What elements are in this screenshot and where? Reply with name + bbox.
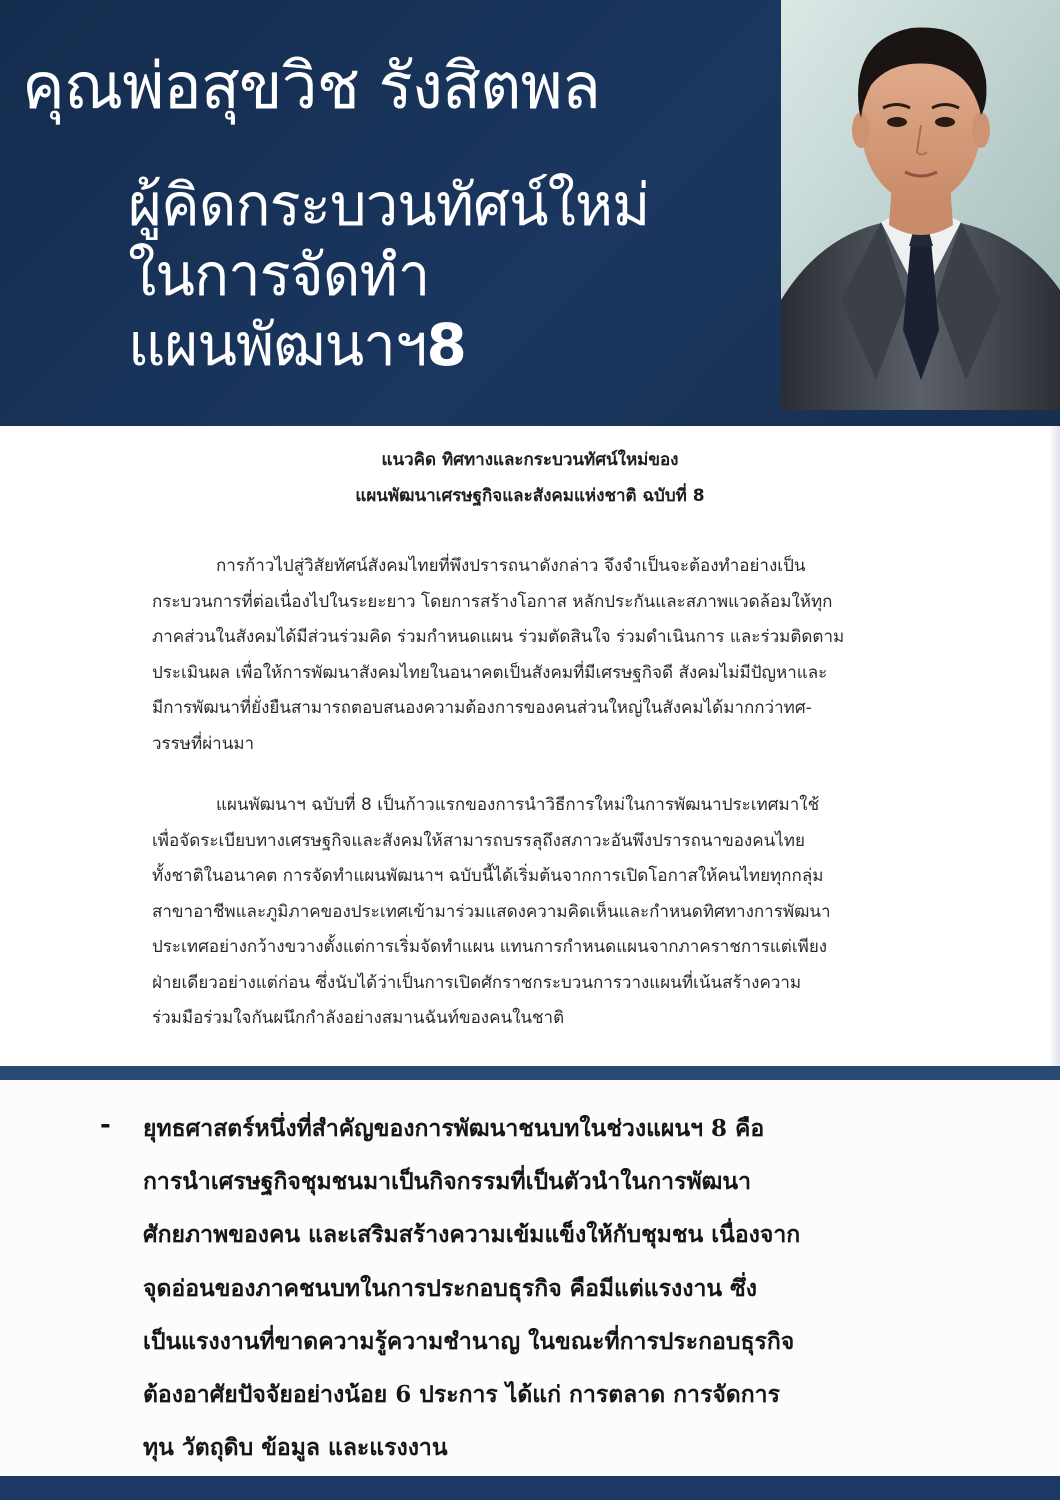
portrait-illustration bbox=[781, 0, 1060, 410]
document-excerpt bbox=[0, 426, 1060, 1066]
document-heading-line: แนวคิด ทิศทางและกระบวนทัศน์ใหม่ของ bbox=[381, 450, 679, 470]
portrait-photo bbox=[781, 0, 1060, 410]
paragraph-line: แผนพัฒนาฯ ฉบับที่ 8 เป็นก้าวแรกของการนำวิธีการใหม่ในการพัฒนาประเทศมาใช้ bbox=[216, 795, 820, 815]
header-banner bbox=[0, 0, 1060, 426]
footer-bar bbox=[0, 1476, 1060, 1500]
paragraph-line: สาขาอาชีพและภูมิภาคของประเทศเข้ามาร่วมแสดงความคิดเห็นและกำหนดทิศทางการพัฒนา bbox=[152, 901, 831, 922]
paragraph-line: ร่วมมือร่วมใจกันผนึกกำลังอย่างสมานฉันท์ของคนในชาติ bbox=[152, 1008, 565, 1028]
page-shadow bbox=[1048, 426, 1060, 1066]
subtitle-line: ผู้คิดกระบวนทัศน์ใหม่ bbox=[128, 171, 650, 239]
paragraph-line: ทั้งชาติในอนาคต การจัดทำแผนพัฒนาฯ ฉบับนี้ได้เริ่มต้นจากการเปิดโอกาสให้คนไทยทุกกลุ่ม bbox=[152, 866, 824, 886]
bullet-line: ทุน วัตถุดิบ ข้อมูล และแรงงาน bbox=[143, 1434, 448, 1462]
bullet-line: ศักยภาพของคน และเสริมสร้างความเข้มแข็งให้กับชุมชน เนื่องจาก bbox=[143, 1221, 801, 1249]
divider-band bbox=[0, 1066, 1060, 1080]
subtitle-text: แผนพัฒนาฯ bbox=[128, 311, 427, 379]
paragraph-line: ประเมินผล เพื่อให้การพัฒนาสังคมไทยในอนาคตเป็นสังคมที่มีเศรษฐกิจดี สังคมไม่มีปัญหาและ bbox=[152, 662, 828, 683]
subtitle-number: 8 bbox=[426, 311, 466, 379]
bullet-line: การนำเศรษฐกิจชุมชนมาเป็นกิจกรรมที่เป็นตัวนำในการพัฒนา bbox=[143, 1168, 752, 1196]
paragraph-line: มีการพัฒนาที่ยั่งยืนสามารถตอบสนองความต้องการของคนส่วนใหญ่ในสังคมได้มากกว่าทศ- bbox=[152, 698, 812, 718]
paragraph-line: ภาคส่วนในสังคมได้มีส่วนร่วมคิด ร่วมกำหนดแผน ร่วมตัดสินใจ ร่วมดำเนินการ และร่วมติดตาม bbox=[152, 627, 845, 647]
paragraph-line: วรรษที่ผ่านมา bbox=[152, 733, 255, 754]
bullet-text bbox=[143, 1102, 933, 1474]
page-title: คุณพ่อสุขวิช รังสิตพล bbox=[22, 50, 600, 124]
bullet-line: จุดอ่อนของภาคชนบทในการประกอบธุรกิจ คือมีแต่แรงงาน ซึ่ง bbox=[143, 1274, 757, 1302]
bullet-excerpt bbox=[0, 1080, 1060, 1476]
bullet-line: เป็นแรงงานที่ขาดความรู้ความชำนาญ ในขณะที่การประกอบธุรกิจ bbox=[143, 1327, 795, 1355]
paragraph-2 bbox=[152, 788, 922, 1037]
paragraph-line: ฝ่ายเดียวอย่างแต่ก่อน ซึ่งนับได้ว่าเป็นการเปิดศักราชกระบวนการวางแผนที่เน้นสร้างความ bbox=[152, 972, 802, 993]
paragraph-line: การก้าวไปสู่วิสัยทัศน์สังคมไทยที่พึงปรารถนาดังกล่าว จึงจำเป็นจะต้องทำอย่างเป็น bbox=[216, 556, 806, 576]
paragraph-line: เพื่อจัดระเบียบทางเศรษฐกิจและสังคมให้สามารถบรรลุถึงสภาวะอันพึงปรารถนาของคนไทย bbox=[152, 830, 805, 851]
paragraph-line: ประเทศอย่างกว้างขวางตั้งแต่การเริ่มจัดทำแผน แทนการกำหนดแผนจากภาคราชการแต่เพียง bbox=[152, 937, 828, 957]
bullet-marker: - bbox=[100, 1110, 111, 1140]
paragraph-line: กระบวนการที่ต่อเนื่องไปในระยะยาว โดยการสร้างโอกาส หลักประกันและสภาพแวดล้อมให้ทุก bbox=[152, 591, 833, 612]
document-heading-line: แผนพัฒนาเศรษฐกิจและสังคมแห่งชาติ ฉบับที่ 8 bbox=[355, 486, 705, 506]
page-subtitle bbox=[128, 170, 649, 380]
document-heading bbox=[0, 442, 1060, 514]
bullet-line: ยุทธศาสตร์หนึ่งที่สำคัญของการพัฒนาชนบทในช่วงแผนฯ 8 คือ bbox=[143, 1115, 765, 1142]
subtitle-line: ในการจัดทำ bbox=[128, 241, 430, 309]
bullet-line: ต้องอาศัยปัจจัยอย่างน้อย 6 ประการ ได้แก่ การตลาด การจัดการ bbox=[143, 1380, 780, 1408]
subtitle-line bbox=[128, 310, 649, 380]
paragraph-1 bbox=[152, 549, 922, 762]
